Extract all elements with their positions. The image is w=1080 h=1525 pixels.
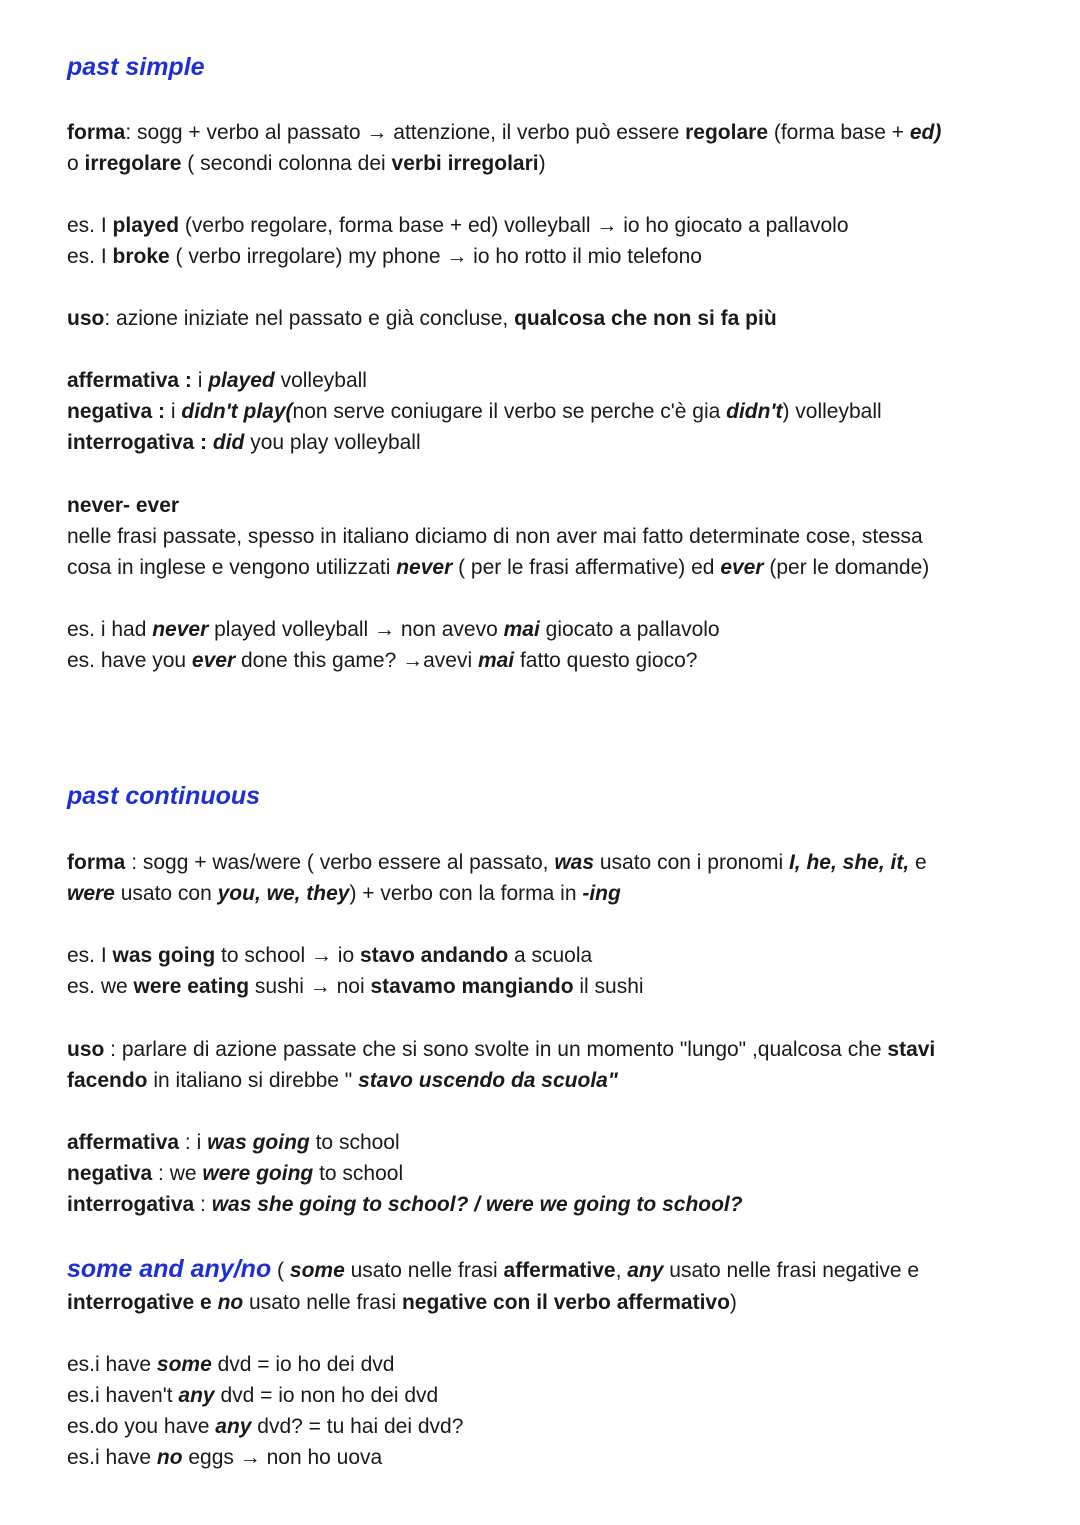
title-past-continuous: past continuous xyxy=(67,782,261,810)
some-any-example-3: es.do you have any dvd? = tu hai dei dvd? xyxy=(67,1415,464,1438)
pc-affermativa: affermativa : i was going to school xyxy=(67,1131,400,1154)
pc-example-2: es. we were eating sushi → noi stavamo mangiando il sushi xyxy=(67,975,644,998)
some-any-line1: some and any/no ( some usato nelle frasi affermative, any usato nelle frasi negative e xyxy=(67,1255,920,1283)
pc-negativa: negativa : we were going to school xyxy=(67,1162,404,1185)
some-any-line2: interrogative e no usato nelle frasi negative con il verbo affermativo) xyxy=(67,1291,737,1314)
never-ever-example-2: es. have you ever done this game? →avevi mai fatto questo gioco? xyxy=(67,649,698,672)
pc-example-1: es. I was going to school → io stavo andando a scuola xyxy=(67,944,593,967)
never-ever-title: never- ever xyxy=(67,494,180,517)
ps-affermativa: affermativa : i played volleyball xyxy=(67,369,367,392)
never-ever-line2: cosa in inglese e vengono utilizzati never ( per le frasi affermative) ed ever (per le domande) xyxy=(67,556,930,579)
never-ever-line1: nelle frasi passate, spesso in italiano diciamo di non aver mai fatto determinate cose, stessa xyxy=(67,525,923,548)
ps-forma-line2: o irregolare ( secondi colonna dei verbi irregolari) xyxy=(67,152,546,175)
never-ever-example-1: es. i had never played volleyball → non avevo mai giocato a pallavolo xyxy=(67,618,720,641)
some-any-example-2: es.i haven't any dvd = io non ho dei dvd xyxy=(67,1384,439,1407)
title-past-simple: past simple xyxy=(67,53,205,81)
some-any-example-4: es.i have no eggs → non ho uova xyxy=(67,1446,383,1469)
pc-uso-line2: facendo in italiano si direbbe " stavo uscendo da scuola" xyxy=(67,1069,618,1092)
title-some-any: some and any/no xyxy=(67,1255,272,1283)
ps-uso: uso: azione iniziate nel passato e già concluse, qualcosa che non si fa più xyxy=(67,307,777,330)
pc-interrogativa: interrogativa : was she going to school? / were we going to school? xyxy=(67,1193,743,1216)
pc-forma-line2: were usato con you, we, they) + verbo con la forma in -ing xyxy=(67,882,621,905)
pc-forma-line1: forma : sogg + was/were ( verbo essere al passato, was usato con i pronomi I, he, she, it, e xyxy=(67,851,927,874)
pc-uso-line1: uso : parlare di azione passate che si sono svolte in un momento "lungo" ,qualcosa che stavi xyxy=(67,1038,936,1061)
ps-example-1: es. I played (verbo regolare, forma base + ed) volleyball → io ho giocato a pallavolo xyxy=(67,214,849,237)
ps-negativa: negativa : i didn't play(non serve coniugare il verbo se perche c'è gia didn't) volleyball xyxy=(67,400,882,423)
ps-interrogativa: interrogativa : did you play volleyball xyxy=(67,431,421,454)
ps-forma-line1: forma: sogg + verbo al passato → attenzione, il verbo può essere regolare (forma base + ed) xyxy=(67,121,942,144)
ps-example-2: es. I broke ( verbo irregolare) my phone → io ho rotto il mio telefono xyxy=(67,245,702,268)
some-any-example-1: es.i have some dvd = io ho dei dvd xyxy=(67,1353,395,1376)
